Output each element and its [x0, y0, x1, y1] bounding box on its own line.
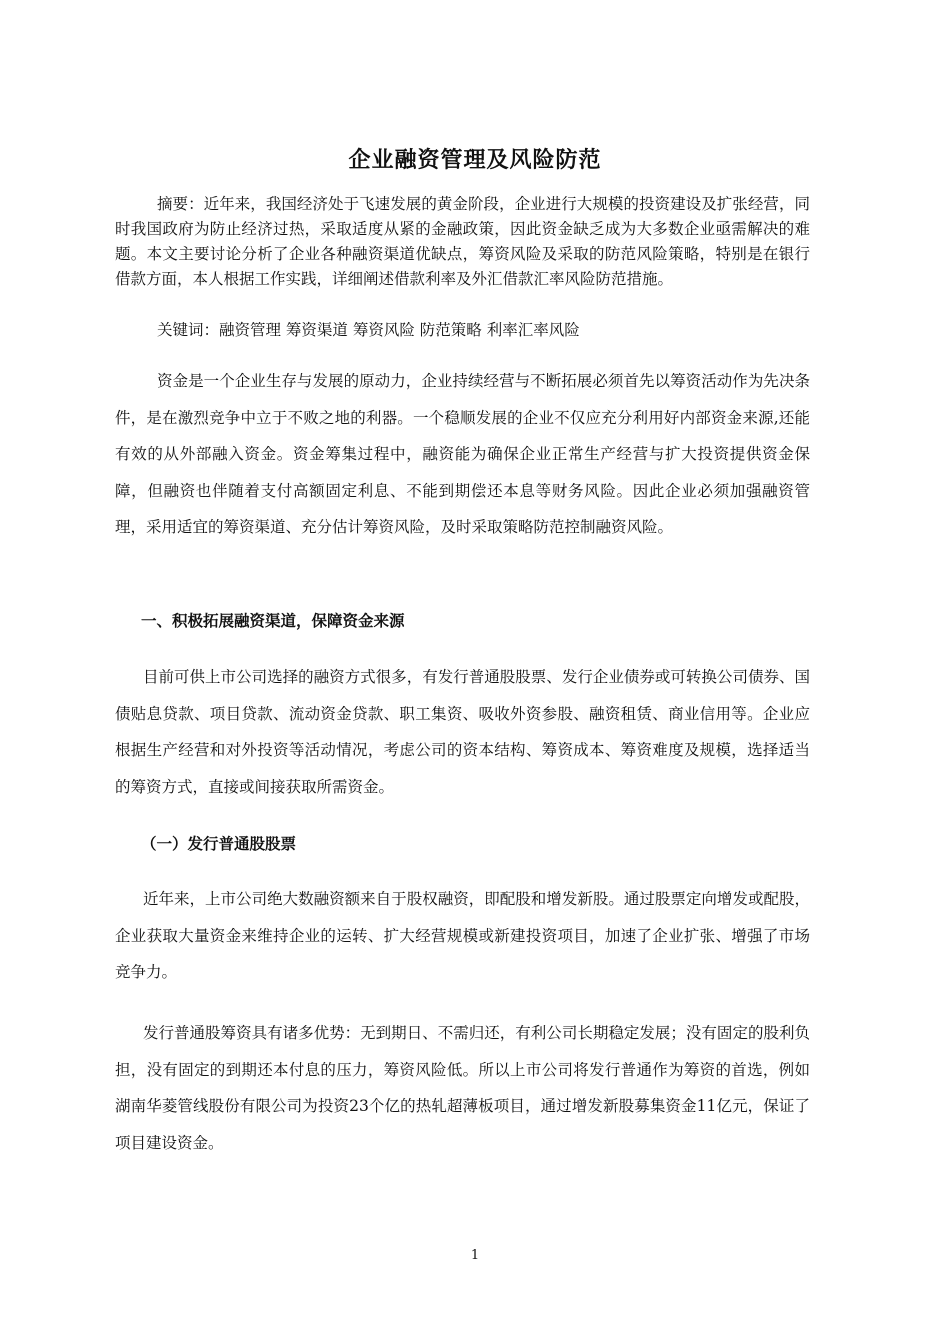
subsection-paragraph-1: 近年来，上市公司绝大数融资额来自于股权融资，即配股和增发新股。通过股票定向增发或配股，企业获取大量资金来维持企业的运转、扩大经营规模或新建投资项目，加速了企业扩张、增强了市场竞争力。 — [115, 890, 810, 981]
section-heading: 一、积极拓展融资渠道，保障资金来源 — [141, 611, 405, 630]
section-paragraph: 目前可供上市公司选择的融资方式很多，有发行普通股股票、发行企业债券或可转换公司债券、国债贴息贷款、项目贷款、流动资金贷款、职工集资、吸收外资参股、融资租赁、商业信用等。企业应根据生产经营和对外投资等活动情况，考虑公司的资本结构、筹资成本、筹资难度及规模，选择适当的筹资方式，直接或间接获取所需资金。 — [115, 668, 810, 796]
subsection-paragraph-2: 发行普通股筹资具有诸多优势：无到期日、不需归还，有利公司长期稳定发展；没有固定的股利负担，没有固定的到期还本付息的压力，筹资风险低。所以上市公司将发行普通作为筹资的首选，例如湖南华菱管线股份有限公司为投资23个亿的热轧超薄板项目，通过增发新股募集资金11亿元，保证了项目建设资金。 — [115, 1024, 810, 1152]
page-number: 1 — [470, 1248, 480, 1263]
keywords-line: 关键词：融资管理 筹资渠道 筹资风险 防范策略 利率汇率风险 — [157, 321, 580, 339]
intro-paragraph: 资金是一个企业生存与发展的原动力，企业持续经营与不断拓展必须首先以筹资活动作为先决条件，是在激烈竞争中立于不败之地的利器。一个稳顺发展的企业不仅应充分利用好内部资金来源,还能有效的从外部融入资金。资金筹集过程中，融资能为确保企业正常生产经营与扩大投资提供资金保障，但融资也伴随着支付高额固定利息、不能到期偿还本息等财务风险。因此企业必须加强融资管理，采用适宜的筹资渠道、充分估计筹资风险，及时采取策略防范控制融资风险。 — [115, 372, 810, 536]
abstract-paragraph: 摘要：近年来，我国经济处于飞速发展的黄金阶段，企业进行大规模的投资建设及扩张经营，同时我国政府为防止经济过热，采取适度从紧的金融政策，因此资金缺乏成为大多数企业亟需解决的难题。本文主要讨论分析了企业各种融资渠道优缺点，筹资风险及采取的防范风险策略，特别是在银行借款方面，本人根据工作实践，详细阐述借款利率及外汇借款汇率风险防范措施。 — [115, 195, 810, 288]
document-title: 企业融资管理及风险防范 — [348, 147, 602, 173]
subsection-heading: （一）发行普通股股票 — [141, 834, 297, 853]
